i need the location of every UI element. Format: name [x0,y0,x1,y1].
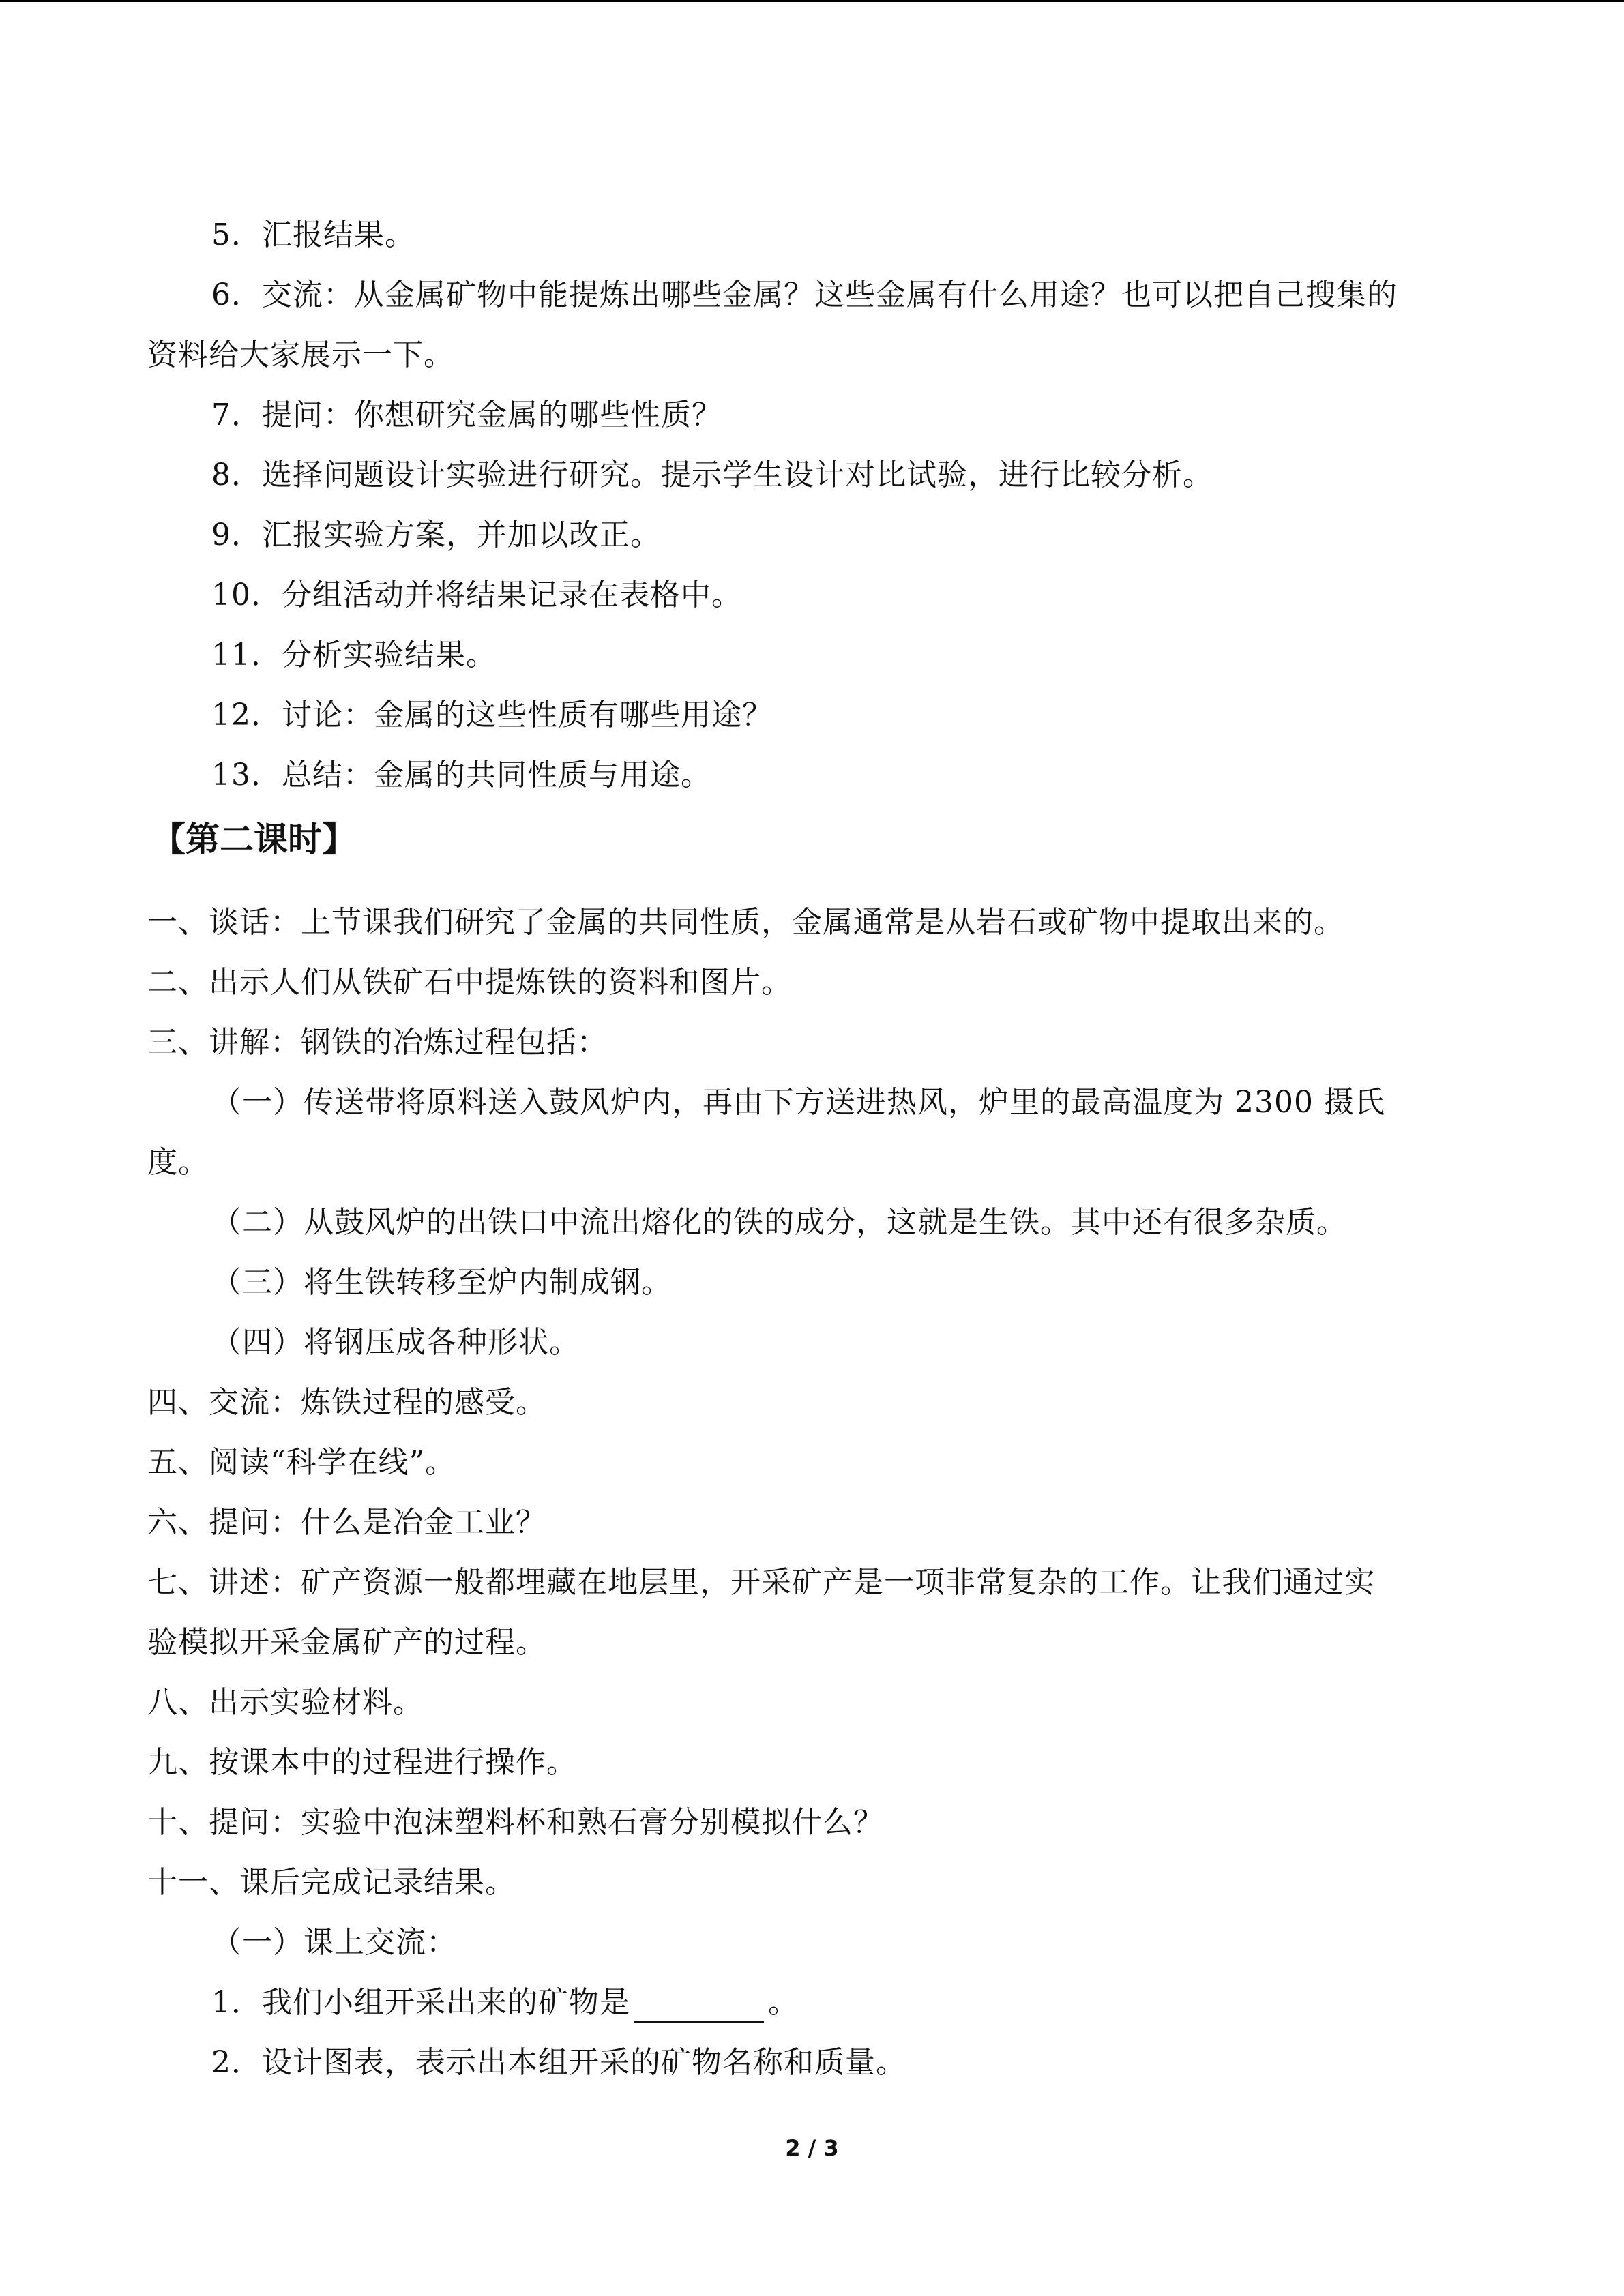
list-item: 二、出示人们从铁矿石中提炼铁的资料和图片。 [147,965,792,1000]
list-item: 十、提问：实验中泡沫塑料杯和熟石膏分别模拟什么？ [147,1805,884,1840]
list-item-continuation: 验模拟开采金属矿产的过程。 [147,1625,546,1660]
sub-item: （一）传送带将原料送入鼓风炉内，再由下方送进热风，炉里的最高温度为 2300 摄氏 [211,1085,1385,1120]
list-item: 四、交流：炼铁过程的感受。 [147,1385,546,1420]
fill-in-blank [634,1990,764,2023]
step-item: 10．分组活动并将结果记录在表格中。 [211,578,742,612]
list-item: 五、阅读“科学在线”。 [147,1445,456,1480]
sub-item: 2．设计图表，表示出本组开采的矿物名称和质量。 [211,2045,906,2080]
section-heading: 【第二课时】 [151,820,356,859]
step-item: 12．讨论：金属的这些性质有哪些用途？ [211,698,773,732]
step-item: 7．提问：你想研究金属的哪些性质？ [211,398,722,432]
sub-item: （四）将钢压成各种形状。 [211,1325,580,1360]
page-number: 2 / 3 [785,2135,839,2161]
sub-item: （二）从鼓风炉的出铁口中流出熔化的铁的成分，这就是生铁。其中还有很多杂质。 [211,1205,1347,1240]
list-item: 九、按课本中的过程进行操作。 [147,1745,577,1780]
sub-item: （一）课上交流： [211,1925,457,1960]
list-item: 十一、课后完成记录结果。 [147,1865,516,1900]
fill-in-item [211,1982,799,2023]
list-item: 六、提问：什么是冶金工业？ [147,1505,546,1540]
step-item: 5．汇报结果。 [211,218,415,252]
list-item: 八、出示实验材料。 [147,1685,424,1720]
sub-item: （三）将生铁转移至炉内制成钢。 [211,1265,672,1300]
fill-in-prompt: 1．我们小组开采出来的矿物是 [211,1985,630,2020]
list-item: 一、谈话：上节课我们研究了金属的共同性质，金属通常是从岩石或矿物中提取出来的。 [147,905,1344,940]
step-item: 6．交流：从金属矿物中能提炼出哪些金属？这些金属有什么用途？也可以把自己搜集的 [211,278,1398,312]
step-item: 9．汇报实验方案，并加以改正。 [211,518,661,552]
list-item: 七、讲述：矿产资源一般都埋藏在地层里，开采矿产是一项非常复杂的工作。让我们通过实 [147,1565,1375,1600]
step-item: 8．选择问题设计实验进行研究。提示学生设计对比试验，进行比较分析。 [211,458,1213,492]
fill-in-end: 。 [768,1985,799,2020]
sub-item-continuation: 度。 [147,1145,209,1180]
list-item: 三、讲解：钢铁的冶炼过程包括： [147,1025,608,1060]
step-item-continuation: 资料给大家展示一下。 [147,338,454,372]
page-top-border [0,0,1624,2]
step-item: 11．分析实验结果。 [211,638,497,672]
step-item: 13．总结：金属的共同性质与用途。 [211,758,711,792]
